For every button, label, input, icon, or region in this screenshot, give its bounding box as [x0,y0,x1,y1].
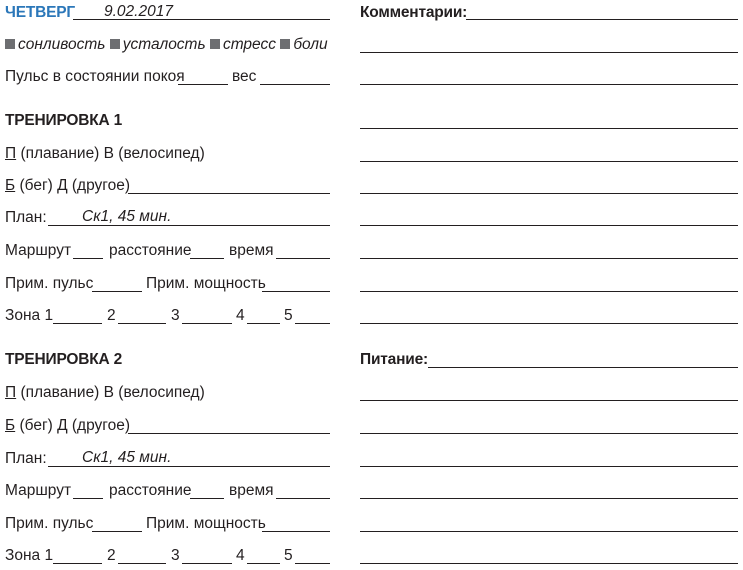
workout1-distance-label: расстояние [109,242,192,259]
workout1-route-field[interactable] [73,258,103,259]
workout2-zone4-label: 4 [236,547,245,564]
nutrition-line[interactable] [360,563,738,564]
workout2-other-field[interactable] [128,433,330,434]
nutrition-line[interactable] [428,367,738,368]
nutrition-line[interactable] [360,400,738,401]
workout1-zone2-field[interactable] [118,323,166,324]
workout1-pulse-label: Прим. пульс [5,275,94,292]
workout2-distance-label: расстояние [109,482,192,499]
workout1-power-label: Прим. мощность [146,275,266,292]
workout2-route-field[interactable] [73,498,103,499]
workout2-zone1-field[interactable] [53,563,102,564]
resting-pulse-field[interactable] [178,84,228,85]
workout1-zone3-field[interactable] [182,323,232,324]
workout1-time-label: время [229,242,274,259]
workout2-time-label: время [229,482,274,499]
comment-line[interactable] [360,52,738,53]
comment-line[interactable] [360,258,738,259]
symptoms-row [5,36,328,54]
workout1-plan-label: План: [5,209,47,226]
comment-line[interactable] [360,323,738,324]
workout1-plan-value: Ск1, 45 мин. [82,208,172,225]
resting-pulse-label: Пульс в состоянии покоя [5,68,185,85]
workout1-zone-label: Зона 1 [5,307,54,324]
comment-line[interactable] [360,161,738,162]
workout2-plan-value: Ск1, 45 мин. [82,449,172,466]
workout2-time-field[interactable] [276,498,330,499]
symptom-sleepiness: сонливость [18,36,106,53]
workout2-zone5-field[interactable] [295,563,330,564]
checkbox-stress[interactable] [210,39,220,49]
workout1-zone1-field[interactable] [53,323,102,324]
workout1-zone4-label: 4 [236,307,245,324]
workout2-sport-row2: Б (бег) Д (другое) [5,417,131,434]
workout2-zone2-field[interactable] [118,563,166,564]
workout1-zone5-field[interactable] [295,323,330,324]
weight-label: вес [232,68,257,85]
comment-line[interactable] [360,128,738,129]
workout1-time-field[interactable] [276,258,330,259]
workout1-title: ТРЕНИРОВКА 1 [5,112,123,129]
symptom-fatigue: усталость [122,36,206,53]
workout2-pulse-field[interactable] [92,531,142,532]
workout2-zone5-label: 5 [284,547,293,564]
checkbox-sleepiness[interactable] [5,39,15,49]
checkbox-fatigue[interactable] [110,39,120,49]
symptom-stress: стресс [222,36,276,53]
nutrition-label: Питание: [360,351,428,368]
workout2-title: ТРЕНИРОВКА 2 [5,351,123,368]
workout1-sport-row1: П (плавание) В (велосипед) [5,145,205,162]
workout2-distance-field[interactable] [190,498,224,499]
nutrition-line[interactable] [360,531,738,532]
workout1-sport-row2: Б (бег) Д (другое) [5,177,131,194]
checkbox-pain[interactable] [280,39,290,49]
workout2-power-label: Прим. мощность [146,515,266,532]
comment-line[interactable] [360,193,738,194]
workout1-zone3-label: 3 [171,307,180,324]
workout1-zone2-label: 2 [107,307,116,324]
weight-field[interactable] [260,84,330,85]
comment-line[interactable] [360,84,738,85]
symptom-pain: боли [293,36,328,53]
workout1-zone4-field[interactable] [247,323,280,324]
workout1-power-field[interactable] [262,291,330,292]
workout1-zone5-label: 5 [284,307,293,324]
workout2-zone4-field[interactable] [247,563,280,564]
workout2-sport-row1: П (плавание) В (велосипед) [5,384,205,401]
workout2-power-field[interactable] [262,531,330,532]
comment-line[interactable] [466,19,738,20]
workout1-other-field[interactable] [128,193,330,194]
workout1-pulse-field[interactable] [92,291,142,292]
date-value: 9.02.2017 [104,3,173,20]
day-label: ЧЕТВЕРГ [5,4,75,21]
comment-line[interactable] [360,291,738,292]
workout2-route-label: Маршрут [5,482,72,499]
nutrition-line[interactable] [360,466,738,467]
comment-line[interactable] [360,225,738,226]
workout1-route-label: Маршрут [5,242,72,259]
comments-label: Комментарии: [360,4,468,21]
workout2-zone-label: Зона 1 [5,547,54,564]
workout2-zone2-label: 2 [107,547,116,564]
workout2-zone3-label: 3 [171,547,180,564]
workout1-distance-field[interactable] [190,258,224,259]
nutrition-line[interactable] [360,498,738,499]
workout2-zone3-field[interactable] [182,563,232,564]
workout2-plan-label: План: [5,450,47,467]
workout2-pulse-label: Прим. пульс [5,515,94,532]
nutrition-line[interactable] [360,433,738,434]
